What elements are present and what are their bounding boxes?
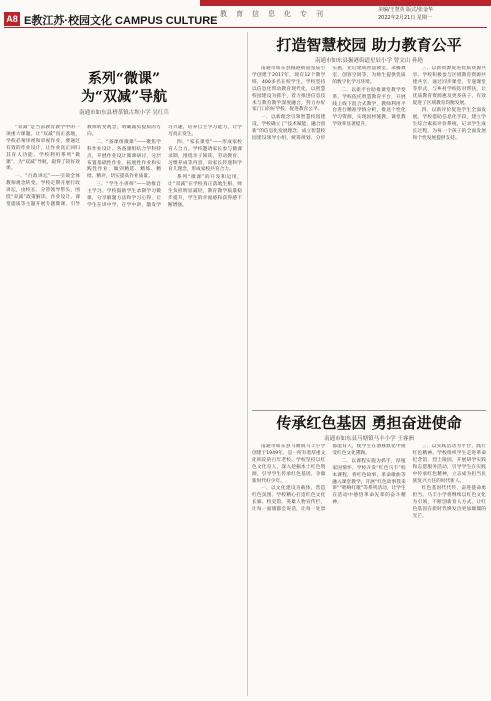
article-microlecture bbox=[6, 70, 242, 116]
date-line: 2022年2月21日 星期一 bbox=[378, 15, 432, 21]
masthead-rule bbox=[4, 27, 487, 28]
paragraph: 一、以新理念引领智慧校园建设。学校确立了“技术赋能、融合创新”的信息化发展理念，成立智慧校园建设领导小组，统筹规划、分步实施，先后建成智慧教室、录播教室、创客空间等，为师生提供优质的数字化学习环境。 bbox=[252, 66, 406, 142]
section-title: E教江苏·校园文化 CAMPUS CULTURE bbox=[24, 15, 218, 27]
page-number-badge: A8 bbox=[4, 12, 20, 26]
article-divider bbox=[252, 410, 486, 411]
paragraph: 四、“家长课堂”——形成家校育人合力。学校邀请家长参与微课录制，围绕亲子阅读、劳动教育、习惯养成等内容，向家长传递科学育儿理念，形成家校共育合力。 bbox=[168, 139, 242, 173]
paragraph: 系列“微课”的开发和运用，让“双减”在学校真正落地生根，师生负担明显减轻，教育教学质量稳步提升，学生的幸福感和获得感不断增强。 bbox=[168, 175, 242, 208]
column-separator bbox=[247, 32, 248, 696]
paragraph: 一、“行政讲坛”——引领全体教师观念转变。学校定期开展行政讲坛，由校长、分管领导带头，围绕“双减”政策解读、作业设计、课堂提质等主题开展专题微课，引导教师转变观念，明确减负提质的方向。 bbox=[6, 125, 161, 207]
article-headline bbox=[6, 70, 242, 106]
editor-line: 美编/王慧英 版式/张金华 bbox=[378, 7, 433, 13]
paragraph: 三、以新资源促进优质资源共享。学校积极参与区域教育资源共建共享，通过同步课堂、专递课堂等形式，与乡村学校结对帮扶，让优质教育资源惠及更多孩子，有效促进了区域教育均衡发展。 bbox=[412, 66, 486, 106]
paragraph: 三、“学生小讲师”——助推自主学习。学校鼓励学生录制学习微课，分享解题方法和学习心得，让学生在讲中学、在学中讲，激发学习兴趣，培养自主学习能力，让学习真正发生。 bbox=[87, 125, 242, 208]
paragraph: 红色基因代代传，奋进使命勇担当。马丰小学将继续以红色文化为引领，不断创新育人方式，让红色基因在新时代焕发出更加璀璨的光芒。 bbox=[412, 486, 486, 520]
article-byline: 南通市如东县栟茶镇古坝小学 吴红兵 bbox=[79, 110, 169, 116]
article-byline: 南通市如东县马塘镇马丰小学 王睿洲 bbox=[324, 436, 414, 442]
article-body bbox=[6, 125, 242, 695]
paragraph: 二、“备课组微课”——聚焦学科作业设计。各备课组结合学科特点，开展作业设计微课研讨，分层布置基础性作业、拓展性作业和实践性作业，做到精选、精练、精批、精评，切实提高作业质量。 bbox=[87, 139, 161, 180]
headline-line-2: 为“双减”导航 bbox=[80, 89, 168, 105]
article-byline: 南通市如东县掘港街道星辰小学 曾文山 孙艳 bbox=[315, 58, 423, 64]
masthead-meta bbox=[378, 6, 488, 22]
masthead bbox=[0, 0, 491, 28]
paragraph: 南通市如东县掘港街道星辰小学创建于2017年，现有12个教学班，400多名在校学生。学校坚持以信息化带动教育现代化，以智慧校园建设为抓手，着力推进信息技术与教育教学深度融合，努力办好家门口的好学校，促进教育公平。 bbox=[252, 66, 326, 113]
paragraph: 南通市如东县马塘镇马丰小学创建于1949年，是一所有着厚重文化积淀的百年老校。学校坚持以红色文化育人，深入挖掘本土红色资源，引导学生传承红色基因，争做新时代好少年。 bbox=[252, 444, 326, 484]
article-headline: 打造智慧校园 助力教育公平 bbox=[276, 36, 462, 54]
paragraph: 二、以课程实施为抓手，厚植家国情怀。学校开发“红色马丰”校本课程，将红色故事、革命歌曲等融入课堂教学，开展“红色故事我来讲”“唱响红歌”等系列活动，让学生在活动中感悟革命先辈的奋斗精神。 bbox=[332, 458, 406, 506]
paragraph: 一、以文化建设为载体，营造红色氛围。学校精心打造红色文化长廊、校史馆、英雄人物宣传栏，让每一面墙都会说话，让每一处景都能育人，使学生在潜移默化中接受红色文化熏陶。 bbox=[252, 444, 406, 513]
article-smart-campus bbox=[252, 36, 486, 64]
paragraph: 三、以实践活动为平台，践行红色精神。学校组织学生走进革命纪念馆、烈士陵园，开展研学实践和志愿服务活动，引导学生在实践中传承红色精神，立志成为担当民族复兴大任的时代新人。 bbox=[412, 444, 486, 484]
paper-name: 教育信息化专刊 bbox=[220, 10, 332, 18]
paragraph: 四、以新评价促进学生全面发展。学校借助信息化手段，建立学生综合素质评价系统，记录学生成长过程，为每一个孩子的全面发展和个性发展提供支持。 bbox=[412, 108, 486, 142]
article-headline: 传承红色基因 勇担奋进使命 bbox=[276, 414, 462, 432]
article-body bbox=[252, 66, 486, 406]
paragraph: 二、以新平台助推课堂教学变革。学校依托智慧教育平台，开展线上线下混合式教学，教师利用平台进行精准学情分析，推送个性化学习资源，实现因材施教，课堂教学效率显著提升。 bbox=[332, 87, 406, 128]
headline-line-1: 系列“微课” bbox=[87, 71, 161, 87]
paragraph: “双减”是当前教育教学中的一项重大课题。让“双减”真正落地，学校必须审视和审视作业，要通过有效的作业设计，让作业真正回归其育人功能。学校利用系列“微课”，为“双减”导航，取得了较好效果。 bbox=[6, 125, 80, 172]
article-body bbox=[252, 444, 486, 696]
article-red-gene bbox=[252, 414, 486, 442]
